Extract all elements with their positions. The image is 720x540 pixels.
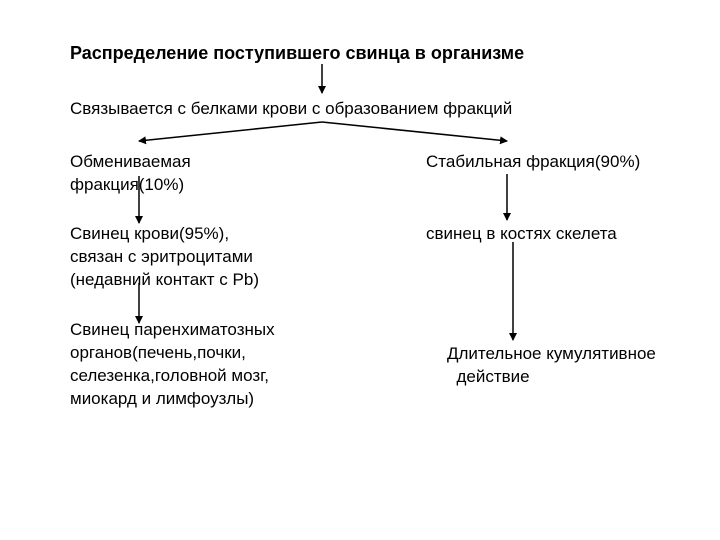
bone-lead-node: свинец в костях скелета [426,224,617,243]
parenchymal-lead-node: Свинец паренхиматозных органов(печень,почки, селезенка,головной мозг, миокард и лимфоузлы) [70,320,275,408]
cumulative-action-node: Длительное кумулятивное действие [447,344,656,386]
stable-fraction-node: Стабильная фракция(90%) [426,152,641,171]
arrow-binding-to-exchangeable [139,122,322,141]
diagram-title: Распределение поступившего свинца в организме [70,43,525,63]
binding-node: Связывается с белками крови с образованием фракций [70,99,513,118]
blood-lead-node: Свинец крови(95%), связан с эритроцитами (недавний контакт с Pb) [70,224,259,289]
exchangeable-fraction-node: Обмениваемая фракция(10%) [70,152,191,194]
arrow-binding-to-stable [322,122,507,141]
